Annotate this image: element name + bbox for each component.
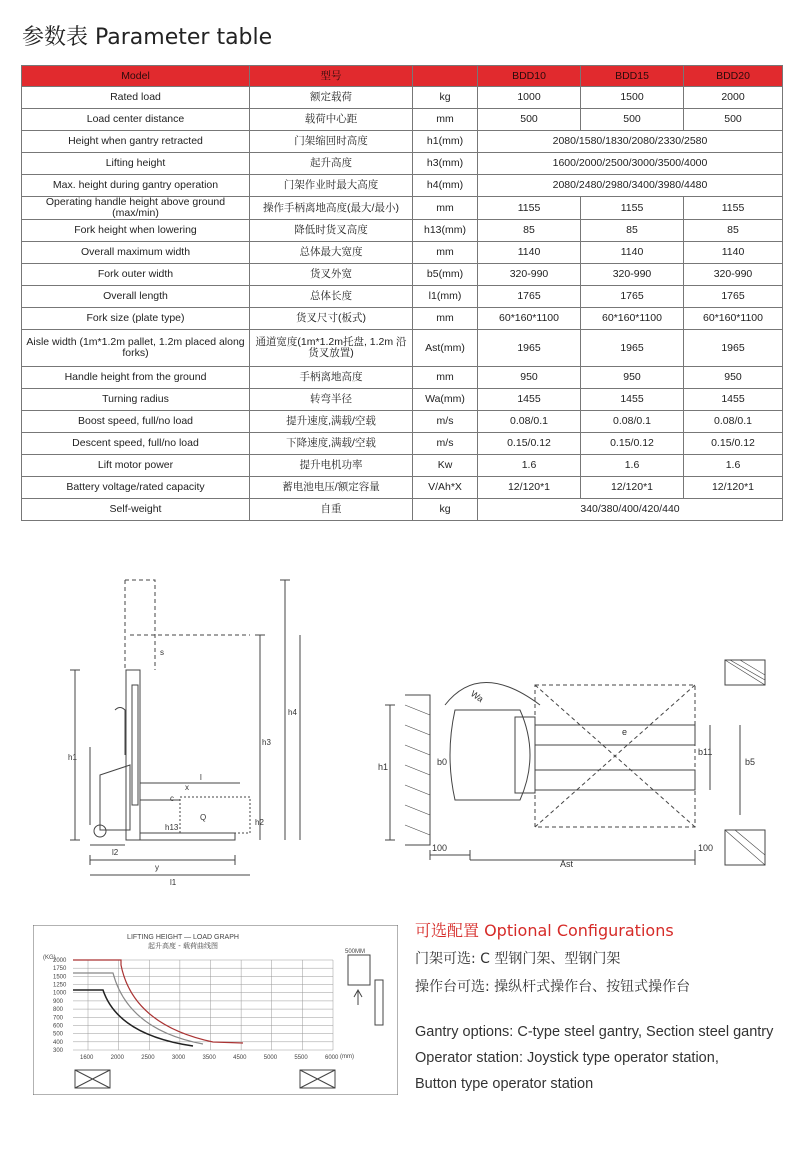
param-value-bdd10: 1000	[478, 87, 581, 109]
graph-x-tick: 2000	[110, 1055, 124, 1061]
param-value-bdd20: 12/120*1	[684, 477, 783, 499]
param-value-bdd15: 1455	[581, 389, 684, 411]
graph-y-tick: 900	[53, 998, 64, 1005]
param-value-bdd10: 1765	[478, 286, 581, 308]
graph-x-tick: 5000	[263, 1055, 278, 1061]
graph-x-tick: 4500	[233, 1055, 247, 1061]
param-name-cn: 门架缩回时高度	[250, 131, 413, 153]
top-view-drawing	[370, 655, 790, 875]
param-name-en: Descent speed, full/no load	[22, 433, 250, 455]
param-name-en: Lift motor power	[22, 455, 250, 477]
param-name-cn: 起升高度	[250, 153, 413, 175]
param-unit: h3(mm)	[413, 153, 478, 175]
lifting-height-load-graph	[33, 925, 398, 1095]
table-header-row	[22, 66, 783, 87]
label-h3: h3	[262, 738, 271, 747]
param-name-en: Overall length	[22, 286, 250, 308]
param-value-bdd20: 1.6	[684, 455, 783, 477]
param-value-bdd15: 320-990	[581, 264, 684, 286]
label-100-left: 100	[432, 843, 448, 853]
graph-y-tick: 1250	[53, 982, 67, 989]
label-100-right: 100	[698, 843, 714, 853]
param-value-bdd20: 1140	[684, 242, 783, 264]
column-header: BDD10	[478, 66, 581, 87]
table-row	[22, 175, 783, 197]
param-value-bdd15: 1.6	[581, 455, 684, 477]
param-value-bdd15: 1155	[581, 197, 684, 220]
param-value-bdd10: 1155	[478, 197, 581, 220]
graph-y-unit: (KG)	[43, 955, 56, 961]
param-value-bdd20: 1155	[684, 197, 783, 220]
param-name-cn: 门架作业时最大高度	[250, 175, 413, 197]
graph-y-tick: 1500	[53, 974, 67, 981]
param-unit: mm	[413, 367, 478, 389]
table-row	[22, 411, 783, 433]
table-row	[22, 286, 783, 308]
label-c: c	[170, 794, 174, 803]
param-unit: m/s	[413, 433, 478, 455]
graph-title-en: LIFTING HEIGHT — LOAD GRAPH	[127, 934, 239, 941]
table-row	[22, 367, 783, 389]
button-station-en: Button type operator station	[415, 1076, 594, 1092]
graph-y-tick: 300	[53, 1048, 64, 1054]
graph-x-tick: 3500	[202, 1055, 216, 1061]
param-name-cn: 货叉外宽	[250, 264, 413, 286]
param-value-bdd10: 12/120*1	[478, 477, 581, 499]
param-value-bdd20: 500	[684, 109, 783, 131]
table-row	[22, 477, 783, 499]
param-value-bdd10: 0.15/0.12	[478, 433, 581, 455]
param-value-bdd10: 60*160*1100	[478, 308, 581, 330]
table-row	[22, 220, 783, 242]
graph-y-tick: 2000	[53, 958, 67, 964]
gantry-options-en: Gantry options: C-type steel gantry, Section steel gantry	[415, 1024, 774, 1040]
param-name-en: Fork size (plate type)	[22, 308, 250, 330]
param-value-bdd20: 1765	[684, 286, 783, 308]
param-value-bdd15: 1765	[581, 286, 684, 308]
label-s: s	[160, 648, 164, 657]
param-name-cn: 自重	[250, 499, 413, 521]
param-value-bdd15: 500	[581, 109, 684, 131]
label-ast: Ast	[560, 859, 574, 869]
param-name-en: Battery voltage/rated capacity	[22, 477, 250, 499]
param-name-cn: 手柄离地高度	[250, 367, 413, 389]
operator-station-cn: 操作台可选: 操纵杆式操作台、按钮式操作台	[415, 979, 691, 995]
param-value-bdd10: 1140	[478, 242, 581, 264]
param-value-bdd10: 320-990	[478, 264, 581, 286]
graph-y-tick: 1000	[53, 990, 67, 997]
param-value-bdd15: 0.15/0.12	[581, 433, 684, 455]
param-name-en: Overall maximum width	[22, 242, 250, 264]
param-name-cn: 下降速度,满载/空载	[250, 433, 413, 455]
label-l2: l2	[112, 848, 119, 857]
param-unit: mm	[413, 308, 478, 330]
table-row	[22, 242, 783, 264]
param-value-bdd10: 950	[478, 367, 581, 389]
param-unit: mm	[413, 109, 478, 131]
label-y: y	[155, 863, 159, 872]
param-value-bdd10: 85	[478, 220, 581, 242]
param-unit: mm	[413, 242, 478, 264]
param-value-bdd15: 1500	[581, 87, 684, 109]
page-title: 参数表 Parameter table	[22, 25, 273, 50]
graph-load-center: 500MM	[345, 949, 366, 955]
table-row	[22, 87, 783, 109]
side-view-drawing	[60, 575, 365, 895]
param-name-en: Aisle width (1m*1.2m pallet, 1.2m placed along forks)	[22, 330, 250, 367]
label-h13: h13	[165, 823, 179, 832]
graph-y-tick: 400	[53, 1039, 64, 1046]
param-value-bdd10: 1.6	[478, 455, 581, 477]
graph-y-tick: 500	[53, 1031, 64, 1038]
label-l: l	[200, 773, 202, 782]
param-name-cn: 操作手柄离地高度(最大/最小)	[250, 197, 413, 220]
param-unit: Kw	[413, 455, 478, 477]
graph-x-tick: 2500	[141, 1055, 155, 1061]
param-name-en: Self-weight	[22, 499, 250, 521]
param-name-en: Handle height from the ground	[22, 367, 250, 389]
param-value-bdd20: 2000	[684, 87, 783, 109]
column-header: 型号	[250, 66, 413, 87]
gantry-options-cn: 门架可选: C 型钢门架、型钢门架	[415, 951, 621, 967]
label-h1: h1	[68, 753, 77, 762]
label-b11: b11	[698, 747, 713, 757]
param-unit: h13(mm)	[413, 220, 478, 242]
param-name-cn: 货叉尺寸(板式)	[250, 308, 413, 330]
param-value-bdd10: 1965	[478, 330, 581, 367]
graph-x-tick: 3000	[171, 1055, 186, 1061]
param-value-bdd20: 60*160*1100	[684, 308, 783, 330]
table-row	[22, 330, 783, 367]
param-name-cn: 降低时货叉高度	[250, 220, 413, 242]
table-row	[22, 131, 783, 153]
graph-y-tick: 800	[53, 1007, 64, 1014]
param-value-bdd20: 0.08/0.1	[684, 411, 783, 433]
column-header: Model	[22, 66, 250, 87]
param-value-bdd20: 1965	[684, 330, 783, 367]
param-value-bdd15: 0.08/0.1	[581, 411, 684, 433]
param-value-bdd20: 85	[684, 220, 783, 242]
graph-y-tick: 1750	[53, 966, 67, 973]
graph-x-unit: (mm)	[340, 1054, 354, 1060]
param-name-en: Max. height during gantry operation	[22, 175, 250, 197]
param-unit: kg	[413, 87, 478, 109]
label-h4: h4	[288, 708, 297, 717]
table-body	[22, 87, 783, 521]
graph-y-tick: 600	[53, 1023, 64, 1030]
table-row	[22, 153, 783, 175]
param-value-merged: 1600/2000/2500/3000/3500/4000	[478, 153, 783, 175]
param-name-cn: 总体长度	[250, 286, 413, 308]
table-row	[22, 455, 783, 477]
param-name-cn: 总体最大宽度	[250, 242, 413, 264]
param-unit: V/Ah*X	[413, 477, 478, 499]
label-x: x	[185, 783, 189, 792]
param-name-cn: 提升电机功率	[250, 455, 413, 477]
param-value-bdd15: 12/120*1	[581, 477, 684, 499]
param-value-bdd15: 60*160*1100	[581, 308, 684, 330]
param-value-merged: 2080/1580/1830/2080/2330/2580	[478, 131, 783, 153]
graph-title-cn: 起升高度 - 载荷曲线图	[148, 942, 218, 950]
param-name-en: Rated load	[22, 87, 250, 109]
table-row	[22, 264, 783, 286]
param-value-merged: 340/380/400/420/440	[478, 499, 783, 521]
label-b0: b0	[437, 757, 448, 767]
param-name-cn: 额定载荷	[250, 87, 413, 109]
param-name-cn: 通道宽度(1m*1.2m托盘, 1.2m 沿货叉放置)	[250, 330, 413, 367]
optional-configurations-title: 可选配置 Optional Configurations	[415, 921, 674, 940]
param-value-bdd15: 1965	[581, 330, 684, 367]
param-unit: mm	[413, 197, 478, 220]
param-value-bdd15: 1140	[581, 242, 684, 264]
table-row	[22, 389, 783, 411]
param-value-merged: 2080/2480/2980/3400/3980/4480	[478, 175, 783, 197]
param-name-en: Turning radius	[22, 389, 250, 411]
label-wa: Wa	[468, 688, 486, 705]
param-name-en: Lifting height	[22, 153, 250, 175]
param-unit: Wa(mm)	[413, 389, 478, 411]
param-name-cn: 蓄电池电压/额定容量	[250, 477, 413, 499]
label-h2: h2	[255, 818, 264, 827]
label-e: e	[622, 727, 628, 737]
param-name-en: Operating handle height above ground (max/min)	[22, 197, 250, 220]
param-value-bdd20: 1455	[684, 389, 783, 411]
graph-x-tick: 5500	[294, 1055, 308, 1061]
graph-x-tick: 6000	[325, 1055, 339, 1061]
graph-x-tick: 1600	[80, 1055, 94, 1061]
param-unit: Ast(mm)	[413, 330, 478, 367]
column-header: BDD15	[581, 66, 684, 87]
column-header	[413, 66, 478, 87]
param-unit: kg	[413, 499, 478, 521]
param-unit: h4(mm)	[413, 175, 478, 197]
param-value-bdd15: 85	[581, 220, 684, 242]
param-name-en: Height when gantry retracted	[22, 131, 250, 153]
label-l1: l1	[170, 878, 177, 887]
param-name-cn: 载荷中心距	[250, 109, 413, 131]
graph-y-tick: 700	[53, 1015, 64, 1022]
table-row	[22, 308, 783, 330]
table-row	[22, 499, 783, 521]
label-b5: b5	[745, 757, 756, 767]
table-row	[22, 197, 783, 220]
table-row	[22, 433, 783, 455]
param-value-bdd20: 950	[684, 367, 783, 389]
param-unit: m/s	[413, 411, 478, 433]
param-value-bdd15: 950	[581, 367, 684, 389]
operator-station-en: Operator station: Joystick type operator station,	[415, 1050, 719, 1066]
parameter-table	[21, 65, 783, 521]
label-h1-top: h1	[378, 762, 389, 772]
param-name-en: Fork height when lowering	[22, 220, 250, 242]
param-unit: b5(mm)	[413, 264, 478, 286]
param-value-bdd20: 320-990	[684, 264, 783, 286]
table-row	[22, 109, 783, 131]
param-value-bdd10: 1455	[478, 389, 581, 411]
param-unit: l1(mm)	[413, 286, 478, 308]
param-value-bdd10: 500	[478, 109, 581, 131]
param-value-bdd20: 0.15/0.12	[684, 433, 783, 455]
column-header: BDD20	[684, 66, 783, 87]
param-value-bdd10: 0.08/0.1	[478, 411, 581, 433]
param-name-cn: 转弯半径	[250, 389, 413, 411]
param-unit: h1(mm)	[413, 131, 478, 153]
param-name-cn: 提升速度,满载/空载	[250, 411, 413, 433]
param-name-en: Boost speed, full/no load	[22, 411, 250, 433]
label-q: Q	[200, 813, 207, 822]
param-name-en: Load center distance	[22, 109, 250, 131]
load-curve-inner	[73, 990, 193, 1046]
param-name-en: Fork outer width	[22, 264, 250, 286]
